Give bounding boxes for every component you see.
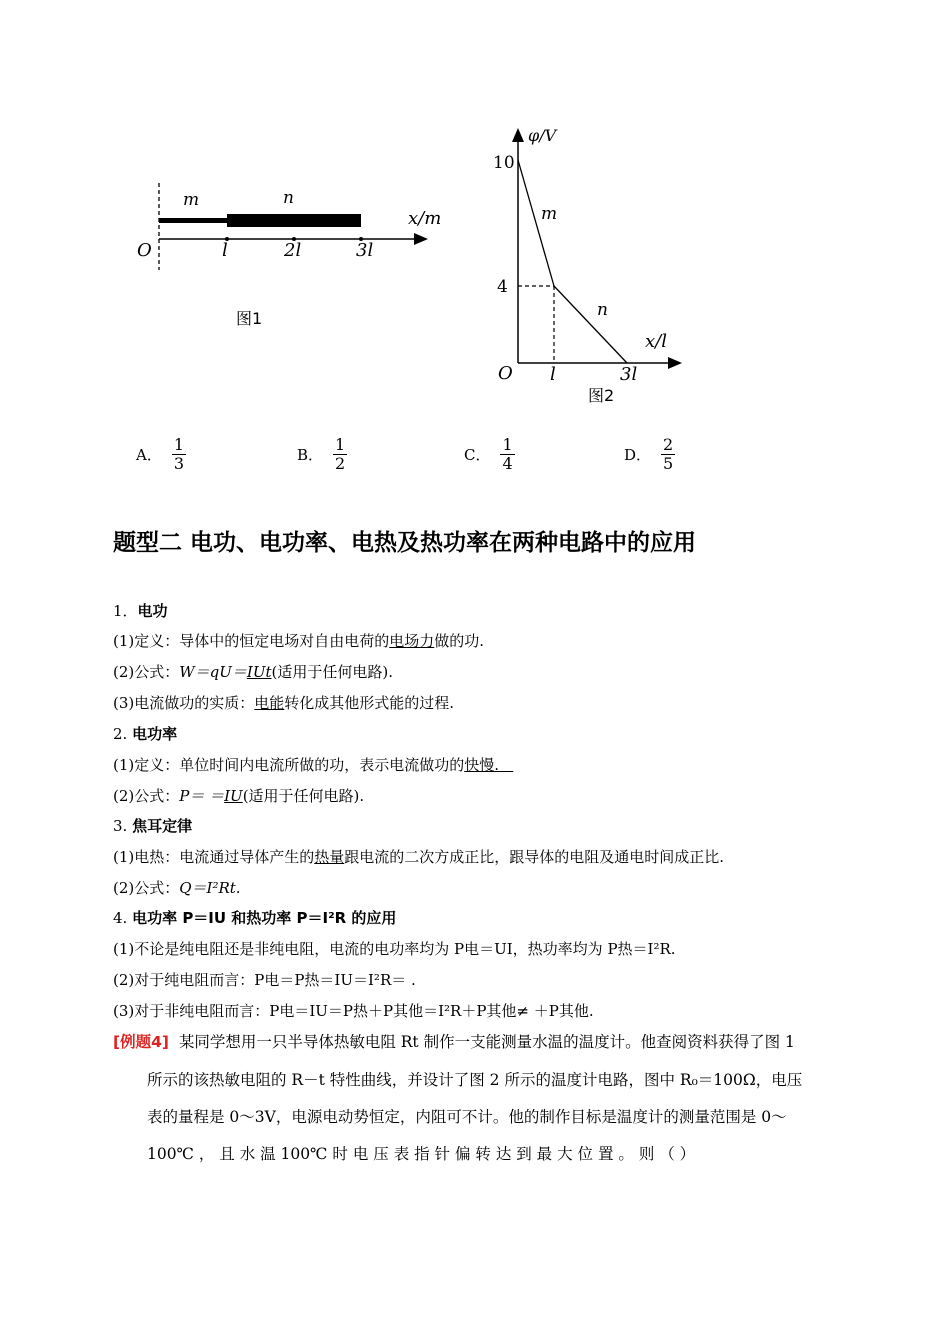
s1-l3-post: 转化成其他形式能的过程. <box>284 694 455 712</box>
option-d-fraction <box>661 436 675 473</box>
s2-title-text: 电功率 <box>132 725 178 743</box>
example-tag: [例题4] <box>113 1033 169 1051</box>
s1-l1-pre: (1)定义：导体中的恒定电场对自由电荷的 <box>113 632 390 650</box>
fig2-label-n: n <box>597 300 608 320</box>
option-a-numerator: 1 <box>173 435 185 454</box>
s2-l2-underline: IU <box>224 787 243 805</box>
s3-l2-formula: Q＝I²Rt. <box>179 879 241 897</box>
s2-l2-pre: (2)公式： <box>113 787 180 805</box>
fig2-x-arrow <box>668 357 682 369</box>
fig1-rod-n <box>227 214 361 227</box>
fig2-label-m: m <box>541 204 558 224</box>
fig2-x-tick-3l: 3l <box>620 364 638 385</box>
s1-l1-post: 做的功. <box>434 632 485 650</box>
s1-l3-pre: (3)电流做功的实质： <box>113 694 255 712</box>
fig1-origin: O <box>137 240 152 261</box>
fig1-axis-label: x/m <box>408 208 442 229</box>
option-b[interactable] <box>297 436 347 473</box>
fig1-tick-label-2l: 2l <box>284 240 302 261</box>
fig2-origin: O <box>498 363 513 384</box>
fig2-y-tick-10: 10 <box>493 153 515 173</box>
example-line-3: 表的量程是 0～3V，电源电动势恒定，内阻可不计。他的制作目标是温度计的测量范围是 0～ <box>147 1108 787 1126</box>
s3-title-text: 焦耳定律 <box>132 817 193 835</box>
fig2-x-axis-label: x/l <box>645 331 667 352</box>
option-b-numerator: 1 <box>335 435 346 454</box>
example-line-4: 100℃ ， 且 水 温 100℃ 时 电 压 表 指 针 偏 转 达 到 最 大 位 置 。 则 （ ） <box>147 1145 696 1163</box>
fig2-caption: 图2 <box>588 386 615 405</box>
fig1-tick-label-l: l <box>222 240 228 261</box>
s2-line-2 <box>113 786 364 806</box>
example-text-1: 某同学想用一只半导体热敏电阻 Rt 制作一支能测量水温的温度计。他查阅资料获得了图 1 <box>178 1033 795 1051</box>
option-c-letter: C． <box>464 446 491 464</box>
s2-title <box>113 724 177 744</box>
s1-line-1 <box>113 631 484 651</box>
option-d-numerator: 2 <box>663 435 674 454</box>
s3-l1-pre: (1)电热：电流通过导体产生的 <box>113 848 315 866</box>
option-d[interactable] <box>624 436 675 473</box>
fig1-tick-label-3l: 3l <box>356 240 374 261</box>
s1-l1-underline: 电场力 <box>389 632 435 650</box>
s4-title-num: 4. <box>113 909 128 927</box>
option-a-denominator: 3 <box>173 454 185 473</box>
fig2-line-n <box>554 286 627 363</box>
s2-l2-formula: P＝ ＝ <box>179 787 225 805</box>
fig1-axis-arrow <box>414 233 428 245</box>
fig2-y-arrow <box>512 128 524 142</box>
option-a-fraction <box>172 436 186 473</box>
s2-l1-underline: 快慢. <box>464 756 500 774</box>
s1-l2-post: (适用于任何电路). <box>271 663 394 681</box>
s1-line-3 <box>113 693 454 713</box>
s3-l1-underline: 热量 <box>314 848 345 866</box>
fig2-y-axis-label: φ/V <box>528 126 557 145</box>
fig1-label-n: n <box>283 188 294 208</box>
s3-title <box>113 816 192 836</box>
option-a-letter: A． <box>136 446 162 464</box>
s4-title-text: 电功率 P＝IU 和热功率 P＝I²R 的应用 <box>132 909 397 927</box>
s3-l2-pre: (2)公式： <box>113 879 180 897</box>
option-d-letter: D． <box>624 446 652 464</box>
option-c-fraction <box>500 436 514 473</box>
option-c[interactable] <box>464 436 515 473</box>
s4-line-1: (1)不论是纯电阻还是非纯电阻，电流的电功率均为 P电＝UI，热功率均为 P热＝I²R. <box>113 940 676 958</box>
s4-line-2: (2)对于纯电阻而言：P电＝P热＝IU＝I²R＝ . <box>113 971 416 989</box>
s2-line-1 <box>113 755 513 775</box>
option-b-letter: B． <box>297 446 324 464</box>
s3-l1-post: 跟电流的二次方成正比，跟导体的电阻及通电时间成正比. <box>344 848 725 866</box>
option-c-denominator: 4 <box>502 454 513 473</box>
example-line-1 <box>113 1031 795 1053</box>
fig1-rod-m <box>159 218 227 223</box>
fig2-y-tick-4: 4 <box>497 277 508 297</box>
option-b-fraction <box>333 436 347 473</box>
option-b-denominator: 2 <box>335 454 346 473</box>
s1-line-2 <box>113 662 393 682</box>
s2-l1-pre: (1)定义：单位时间内电流所做的功，表示电流做功的 <box>113 756 465 774</box>
s4-title <box>113 908 396 928</box>
fig2-x-tick-l: l <box>550 364 556 385</box>
s1-title-text: 电功 <box>137 602 168 620</box>
example-line-2: 所示的该热敏电阻的 R－t 特性曲线，并设计了图 2 所示的温度计电路，图中 R₀＝100Ω，电压 <box>147 1071 803 1089</box>
s1-title-num: 1． <box>113 602 138 620</box>
fig1-caption: 图1 <box>236 309 263 328</box>
s4-line-3: (3)对于非纯电阻而言：P电＝IU＝P热＋P其他＝I²R＋P其他≠ ＋P其他. <box>113 1002 594 1020</box>
s3-title-num: 3. <box>113 817 128 835</box>
section-heading: 题型二 电功、电功率、电热及热功率在两种电路中的应用 <box>113 530 697 556</box>
s3-line-2 <box>113 878 241 898</box>
option-a[interactable] <box>136 436 186 473</box>
s1-l2-formula: W＝qU＝ <box>179 663 247 681</box>
s3-line-1 <box>113 847 724 867</box>
option-d-denominator: 5 <box>663 454 674 473</box>
s2-l2-post: (适用于任何电路). <box>242 787 365 805</box>
option-c-numerator: 1 <box>502 435 513 454</box>
s1-title <box>113 601 168 621</box>
s1-l3-underline: 电能 <box>254 694 285 712</box>
s1-l2-underline: IUt <box>246 663 272 681</box>
s1-l2-pre: (2)公式： <box>113 663 180 681</box>
s2-title-num: 2. <box>113 725 128 743</box>
fig1-label-m: m <box>183 190 200 210</box>
